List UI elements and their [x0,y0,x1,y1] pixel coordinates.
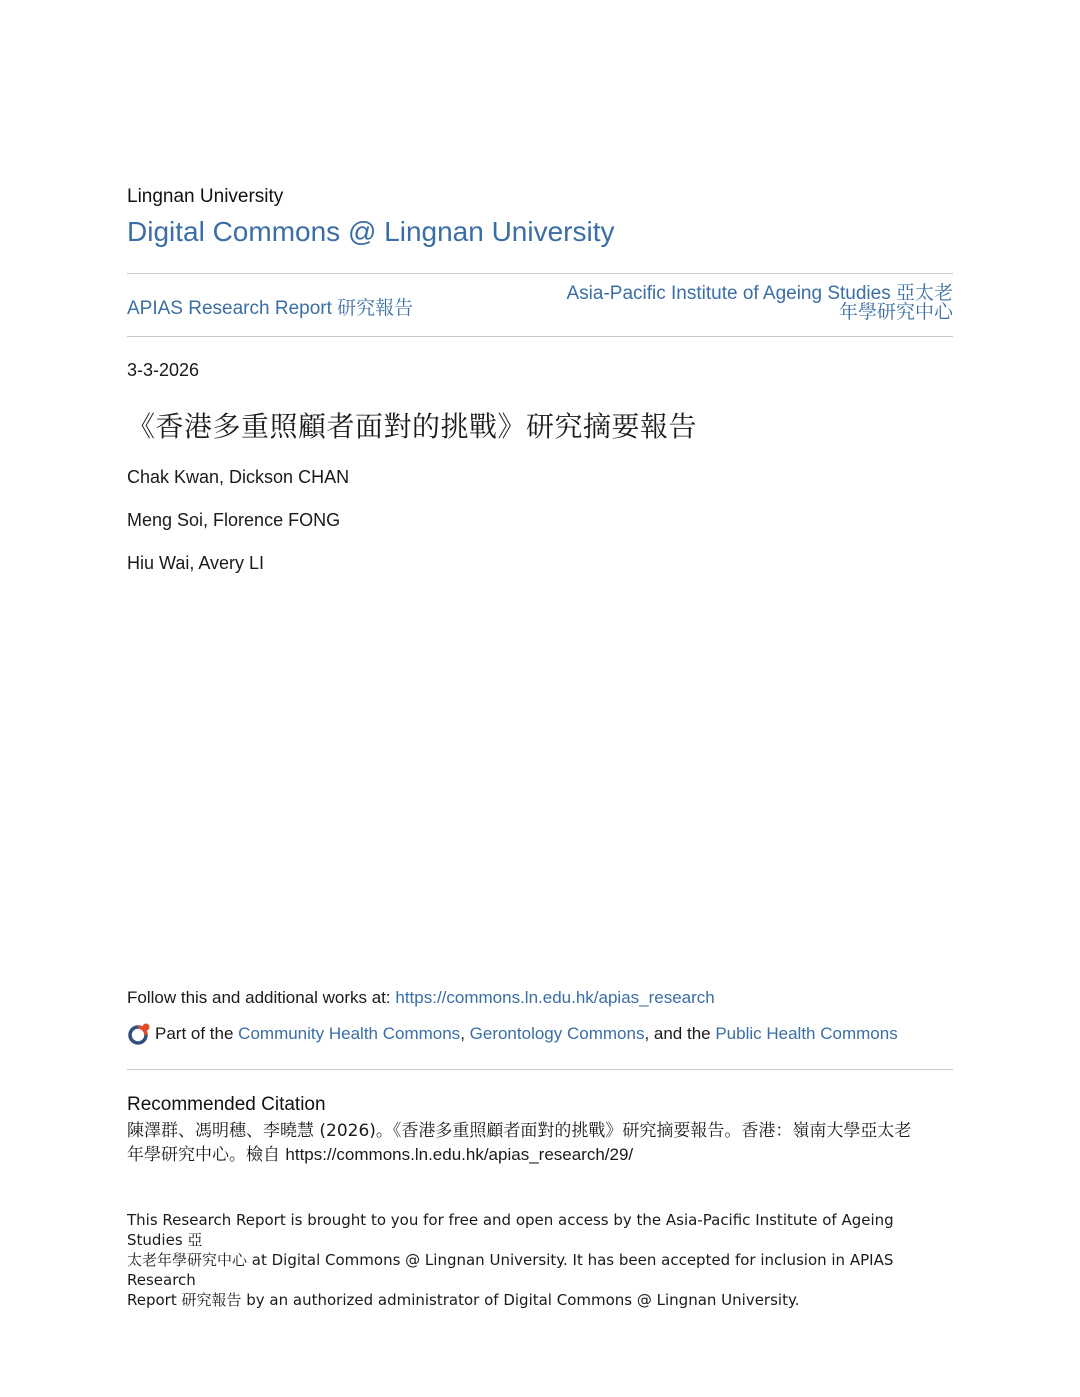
divider [127,1069,953,1070]
author-name: Meng Soi, Florence FONG [127,510,341,530]
citation-text [127,1120,947,1167]
citation-line2: 年學研究中心。檢自 [127,1145,286,1165]
citation-line1: 陳澤群、馮明穗、李曉慧 (2026)。《香港多重照顧者面對的挑戰》研究摘要報告。香港：嶺南大學亞太老 [127,1121,912,1141]
footer-line2: 太老年學研究中心 at Digital Commons @ Lingnan University. It has been accepted for inclusion in APIAS Research [127,1251,894,1289]
gerontology-commons-link[interactable]: Gerontology Commons [469,1024,645,1043]
follow-label: Follow this and additional works at: [127,988,396,1007]
follow-line [127,988,715,1008]
part-of-line [127,1022,898,1046]
divider [127,273,953,274]
department-link[interactable] [533,284,953,322]
citation-url: https://commons.ln.edu.hk/apias_research/29/ [285,1145,634,1164]
citation-heading: Recommended Citation [127,1094,326,1115]
author-name: Chak Kwan, Dickson CHAN [127,467,350,487]
footer-line1: This Research Report is brought to you for free and open access by the Asia-Pacific Institute of Ageing Studies 亞 [127,1211,894,1249]
divider [127,336,953,337]
document-title: 《香港多重照顧者面對的挑戰》研究摘要報告 [127,410,698,443]
department-line2: 年學研究中心 [838,302,953,323]
publication-date: 3-3-2026 [127,360,200,380]
public-health-commons-link[interactable]: Public Health Commons [715,1024,898,1043]
department-line1: Asia-Pacific Institute of Ageing Studies 亞太老 [566,283,953,304]
part-of-prefix: Part of the [155,1024,239,1043]
footer-line3: Report 研究報告 by an authorized administrator of Digital Commons @ Lingnan University. [127,1291,800,1309]
community-health-commons-link[interactable]: Community Health Commons [238,1024,461,1043]
repository-link[interactable]: Digital Commons @ Lingnan University [127,216,615,247]
collection-url-link[interactable]: https://commons.ln.edu.hk/apias_research [395,988,715,1007]
footer-note [127,1210,937,1310]
author-name: Hiu Wai, Avery LI [127,553,265,573]
separator: , [460,1024,470,1043]
separator: , and the [644,1024,716,1043]
network-icon [127,1022,151,1046]
institution-name: Lingnan University [127,186,284,207]
series-link[interactable]: APIAS Research Report 研究報告 [127,298,414,319]
